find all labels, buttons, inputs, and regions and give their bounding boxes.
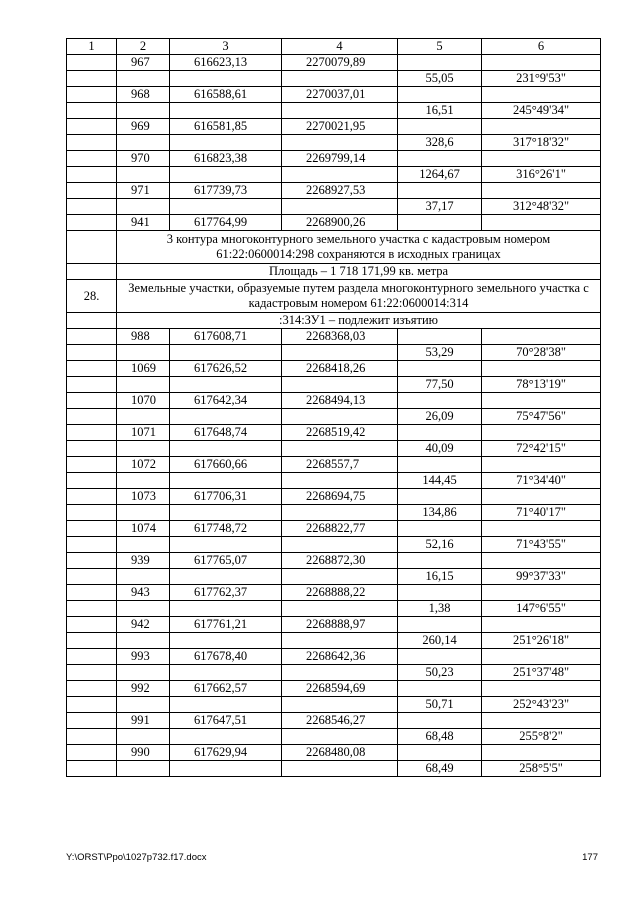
empty-cell <box>482 457 601 473</box>
empty-cell <box>170 601 282 617</box>
empty-cell <box>67 441 117 457</box>
empty-cell <box>282 473 398 489</box>
point-row <box>67 87 601 103</box>
empty-cell <box>282 71 398 87</box>
segment-row <box>67 633 601 649</box>
point-row <box>67 713 601 729</box>
segment-row <box>67 345 601 361</box>
footer-page-number: 177 <box>582 852 598 863</box>
segment-row <box>67 135 601 151</box>
empty-cell <box>67 681 117 697</box>
segment-length: 50,71 <box>398 697 482 713</box>
segment-angle: 316°26'1" <box>482 167 601 183</box>
coord-y: 2268519,42 <box>282 425 398 441</box>
empty-cell <box>170 633 282 649</box>
empty-cell <box>117 761 170 777</box>
segment-row <box>67 505 601 521</box>
segment-length: 55,05 <box>398 71 482 87</box>
empty-cell <box>117 601 170 617</box>
segment-length: 134,86 <box>398 505 482 521</box>
coord-y: 2269799,14 <box>282 151 398 167</box>
point-number: 992 <box>117 681 170 697</box>
coord-x: 617706,31 <box>170 489 282 505</box>
area-row <box>67 264 601 280</box>
segment-row <box>67 441 601 457</box>
empty-cell <box>67 553 117 569</box>
empty-cell <box>282 761 398 777</box>
empty-cell <box>170 409 282 425</box>
point-number: 939 <box>117 553 170 569</box>
segment-row <box>67 473 601 489</box>
empty-cell <box>282 537 398 553</box>
segment-angle: 251°26'18" <box>482 633 601 649</box>
empty-cell <box>398 649 482 665</box>
point-row <box>67 585 601 601</box>
empty-cell <box>282 441 398 457</box>
segment-angle: 255°8'2" <box>482 729 601 745</box>
empty-cell <box>482 745 601 761</box>
item-subtitle: :314:ЗУ1 – подлежит изъятию <box>117 313 601 329</box>
coord-x: 617748,72 <box>170 521 282 537</box>
empty-cell <box>67 649 117 665</box>
empty-cell <box>170 377 282 393</box>
empty-cell <box>398 119 482 135</box>
empty-cell <box>117 697 170 713</box>
segment-angle: 317°18'32" <box>482 135 601 151</box>
empty-cell <box>170 569 282 585</box>
point-number: 941 <box>117 215 170 231</box>
empty-cell <box>282 167 398 183</box>
empty-cell <box>67 345 117 361</box>
coord-y: 2268888,22 <box>282 585 398 601</box>
coordinates-table <box>66 38 601 777</box>
segment-row <box>67 103 601 119</box>
point-number: 969 <box>117 119 170 135</box>
point-number: 993 <box>117 649 170 665</box>
empty-cell <box>67 313 117 329</box>
empty-cell <box>67 135 117 151</box>
point-row <box>67 119 601 135</box>
coord-x: 616581,85 <box>170 119 282 135</box>
segment-length: 50,23 <box>398 665 482 681</box>
point-number: 988 <box>117 329 170 345</box>
segment-angle: 70°28'38" <box>482 345 601 361</box>
segment-angle: 72°42'15" <box>482 441 601 457</box>
empty-cell <box>67 183 117 199</box>
segment-row <box>67 377 601 393</box>
point-number: 990 <box>117 745 170 761</box>
coord-y: 2268694,75 <box>282 489 398 505</box>
coord-y: 2268872,30 <box>282 553 398 569</box>
coord-x: 617761,21 <box>170 617 282 633</box>
empty-cell <box>170 537 282 553</box>
empty-cell <box>482 489 601 505</box>
empty-cell <box>482 681 601 697</box>
empty-cell <box>117 167 170 183</box>
point-row <box>67 521 601 537</box>
empty-cell <box>67 409 117 425</box>
coord-x: 617648,74 <box>170 425 282 441</box>
point-row <box>67 151 601 167</box>
empty-cell <box>282 665 398 681</box>
empty-cell <box>117 633 170 649</box>
segment-length: 1,38 <box>398 601 482 617</box>
coord-x: 617764,99 <box>170 215 282 231</box>
point-number: 1073 <box>117 489 170 505</box>
empty-cell <box>282 409 398 425</box>
header-cell: 4 <box>282 39 398 55</box>
empty-cell <box>67 199 117 215</box>
empty-cell <box>67 329 117 345</box>
empty-cell <box>67 537 117 553</box>
header-row <box>67 39 601 55</box>
empty-cell <box>67 697 117 713</box>
empty-cell <box>170 505 282 521</box>
empty-cell <box>482 151 601 167</box>
point-row <box>67 489 601 505</box>
empty-cell <box>482 119 601 135</box>
point-number: 1069 <box>117 361 170 377</box>
header-cell: 1 <box>67 39 117 55</box>
empty-cell <box>67 231 117 264</box>
header-cell: 2 <box>117 39 170 55</box>
empty-cell <box>170 761 282 777</box>
empty-cell <box>170 199 282 215</box>
point-number: 971 <box>117 183 170 199</box>
segment-angle: 251°37'48" <box>482 665 601 681</box>
empty-cell <box>67 761 117 777</box>
coord-y: 2268368,03 <box>282 329 398 345</box>
segment-length: 26,09 <box>398 409 482 425</box>
empty-cell <box>398 489 482 505</box>
empty-cell <box>117 537 170 553</box>
empty-cell <box>117 377 170 393</box>
coord-x: 616588,61 <box>170 87 282 103</box>
empty-cell <box>117 569 170 585</box>
segment-row <box>67 71 601 87</box>
coord-x: 617739,73 <box>170 183 282 199</box>
coord-y: 2270037,01 <box>282 87 398 103</box>
segment-row <box>67 409 601 425</box>
segment-row <box>67 569 601 585</box>
empty-cell <box>398 393 482 409</box>
empty-cell <box>67 713 117 729</box>
coord-x: 616623,13 <box>170 55 282 71</box>
footer-file-path: Y:\ORST\Ppo\1027p732.f17.docx <box>66 852 207 863</box>
segment-angle: 71°34'40" <box>482 473 601 489</box>
empty-cell <box>67 215 117 231</box>
empty-cell <box>170 441 282 457</box>
empty-cell <box>67 569 117 585</box>
empty-cell <box>482 585 601 601</box>
segment-length: 328,6 <box>398 135 482 151</box>
segment-length: 1264,67 <box>398 167 482 183</box>
empty-cell <box>117 409 170 425</box>
coord-y: 2270079,89 <box>282 55 398 71</box>
empty-cell <box>67 601 117 617</box>
note-row <box>67 231 601 264</box>
segment-length: 53,29 <box>398 345 482 361</box>
point-row <box>67 393 601 409</box>
empty-cell <box>482 393 601 409</box>
empty-cell <box>482 55 601 71</box>
segment-row <box>67 729 601 745</box>
empty-cell <box>482 215 601 231</box>
empty-cell <box>398 361 482 377</box>
empty-cell <box>67 71 117 87</box>
empty-cell <box>482 553 601 569</box>
point-number: 943 <box>117 585 170 601</box>
empty-cell <box>398 713 482 729</box>
point-number: 1072 <box>117 457 170 473</box>
point-row <box>67 55 601 71</box>
coord-x: 617765,07 <box>170 553 282 569</box>
segment-length: 77,50 <box>398 377 482 393</box>
empty-cell <box>117 729 170 745</box>
empty-cell <box>170 729 282 745</box>
coord-x: 617626,52 <box>170 361 282 377</box>
point-number: 1070 <box>117 393 170 409</box>
empty-cell <box>170 71 282 87</box>
point-number: 970 <box>117 151 170 167</box>
segment-length: 68,49 <box>398 761 482 777</box>
point-row <box>67 457 601 473</box>
empty-cell <box>170 345 282 361</box>
empty-cell <box>482 425 601 441</box>
coord-x: 617629,94 <box>170 745 282 761</box>
empty-cell <box>67 264 117 280</box>
segment-length: 37,17 <box>398 199 482 215</box>
segment-length: 144,45 <box>398 473 482 489</box>
segment-row <box>67 199 601 215</box>
empty-cell <box>67 665 117 681</box>
coord-y: 2270021,95 <box>282 119 398 135</box>
segment-angle: 71°43'55" <box>482 537 601 553</box>
header-cell: 3 <box>170 39 282 55</box>
empty-cell <box>170 665 282 681</box>
segment-angle: 71°40'17" <box>482 505 601 521</box>
coord-x: 617660,66 <box>170 457 282 473</box>
empty-cell <box>282 199 398 215</box>
segment-row <box>67 601 601 617</box>
point-row <box>67 361 601 377</box>
contour-note: 3 контура многоконтурного земельного участка с кадастровым номером 61:22:0600014:298 сохраняются в исходных границах <box>117 231 601 264</box>
coord-y: 2268418,26 <box>282 361 398 377</box>
empty-cell <box>398 457 482 473</box>
area-text: Площадь – 1 718 171,99 кв. метра <box>117 264 601 280</box>
empty-cell <box>67 505 117 521</box>
empty-cell <box>398 745 482 761</box>
empty-cell <box>398 183 482 199</box>
empty-cell <box>398 521 482 537</box>
coord-y: 2268642,36 <box>282 649 398 665</box>
segment-angle: 99°37'33" <box>482 569 601 585</box>
segment-length: 260,14 <box>398 633 482 649</box>
empty-cell <box>282 135 398 151</box>
empty-cell <box>67 457 117 473</box>
empty-cell <box>67 425 117 441</box>
point-number: 942 <box>117 617 170 633</box>
empty-cell <box>482 361 601 377</box>
segment-angle: 245°49'34" <box>482 103 601 119</box>
point-row <box>67 617 601 633</box>
empty-cell <box>67 151 117 167</box>
empty-cell <box>170 167 282 183</box>
empty-cell <box>482 649 601 665</box>
empty-cell <box>398 681 482 697</box>
coord-x: 617608,71 <box>170 329 282 345</box>
point-number: 968 <box>117 87 170 103</box>
coord-y: 2268594,69 <box>282 681 398 697</box>
empty-cell <box>170 473 282 489</box>
empty-cell <box>117 103 170 119</box>
segment-length: 68,48 <box>398 729 482 745</box>
empty-cell <box>67 377 117 393</box>
segment-angle: 75°47'56" <box>482 409 601 425</box>
empty-cell <box>117 135 170 151</box>
segment-angle: 312°48'32" <box>482 199 601 215</box>
empty-cell <box>398 553 482 569</box>
segment-angle: 252°43'23" <box>482 697 601 713</box>
empty-cell <box>67 633 117 649</box>
coord-x: 617678,40 <box>170 649 282 665</box>
segment-row <box>67 761 601 777</box>
segment-angle: 258°5'5" <box>482 761 601 777</box>
item-sub-row <box>67 313 601 329</box>
empty-cell <box>282 569 398 585</box>
empty-cell <box>282 697 398 713</box>
empty-cell <box>67 617 117 633</box>
empty-cell <box>282 103 398 119</box>
empty-cell <box>117 505 170 521</box>
segment-length: 52,16 <box>398 537 482 553</box>
point-row <box>67 215 601 231</box>
empty-cell <box>67 521 117 537</box>
empty-cell <box>67 393 117 409</box>
item-row <box>67 280 601 313</box>
empty-cell <box>282 505 398 521</box>
point-number: 1071 <box>117 425 170 441</box>
empty-cell <box>482 87 601 103</box>
coord-y: 2268927,53 <box>282 183 398 199</box>
empty-cell <box>482 617 601 633</box>
empty-cell <box>170 135 282 151</box>
point-number: 967 <box>117 55 170 71</box>
segment-row <box>67 665 601 681</box>
empty-cell <box>398 215 482 231</box>
segment-row <box>67 167 601 183</box>
segment-row <box>67 537 601 553</box>
empty-cell <box>67 103 117 119</box>
coord-y: 2268822,77 <box>282 521 398 537</box>
coord-y: 2268494,13 <box>282 393 398 409</box>
segment-length: 16,15 <box>398 569 482 585</box>
empty-cell <box>67 55 117 71</box>
segment-angle: 147°6'55" <box>482 601 601 617</box>
empty-cell <box>170 103 282 119</box>
segment-length: 40,09 <box>398 441 482 457</box>
empty-cell <box>117 473 170 489</box>
empty-cell <box>282 377 398 393</box>
point-number: 991 <box>117 713 170 729</box>
point-row <box>67 425 601 441</box>
empty-cell <box>482 183 601 199</box>
header-cell: 6 <box>482 39 601 55</box>
empty-cell <box>282 729 398 745</box>
empty-cell <box>282 633 398 649</box>
segment-row <box>67 697 601 713</box>
point-row <box>67 553 601 569</box>
empty-cell <box>67 167 117 183</box>
empty-cell <box>67 585 117 601</box>
coord-x: 617662,57 <box>170 681 282 697</box>
empty-cell <box>398 55 482 71</box>
empty-cell <box>117 665 170 681</box>
empty-cell <box>482 329 601 345</box>
empty-cell <box>117 441 170 457</box>
item-description: Земельные участки, образуемые путем раздела многоконтурного земельного участка с кадастровым номером 61:22:0600014:314 <box>117 280 601 313</box>
coord-x: 617647,51 <box>170 713 282 729</box>
empty-cell <box>398 329 482 345</box>
coord-y: 2268480,08 <box>282 745 398 761</box>
point-row <box>67 649 601 665</box>
coord-y: 2268900,26 <box>282 215 398 231</box>
empty-cell <box>117 345 170 361</box>
empty-cell <box>67 87 117 103</box>
empty-cell <box>398 617 482 633</box>
empty-cell <box>67 729 117 745</box>
point-row <box>67 329 601 345</box>
coord-x: 616823,38 <box>170 151 282 167</box>
empty-cell <box>67 745 117 761</box>
segment-length: 16,51 <box>398 103 482 119</box>
empty-cell <box>282 601 398 617</box>
point-row <box>67 183 601 199</box>
coord-y: 2268888,97 <box>282 617 398 633</box>
empty-cell <box>398 151 482 167</box>
empty-cell <box>117 71 170 87</box>
empty-cell <box>117 199 170 215</box>
empty-cell <box>170 697 282 713</box>
coord-y: 2268557,7 <box>282 457 398 473</box>
coord-x: 617642,34 <box>170 393 282 409</box>
segment-angle: 231°9'53" <box>482 71 601 87</box>
empty-cell <box>482 521 601 537</box>
empty-cell <box>67 473 117 489</box>
empty-cell <box>67 489 117 505</box>
empty-cell <box>398 585 482 601</box>
empty-cell <box>282 345 398 361</box>
coord-x: 617762,37 <box>170 585 282 601</box>
empty-cell <box>67 361 117 377</box>
empty-cell <box>67 119 117 135</box>
point-number: 1074 <box>117 521 170 537</box>
coord-y: 2268546,27 <box>282 713 398 729</box>
empty-cell <box>482 713 601 729</box>
header-cell: 5 <box>398 39 482 55</box>
point-row <box>67 681 601 697</box>
point-row <box>67 745 601 761</box>
segment-angle: 78°13'19" <box>482 377 601 393</box>
item-number: 28. <box>67 280 117 313</box>
empty-cell <box>398 87 482 103</box>
empty-cell <box>398 425 482 441</box>
